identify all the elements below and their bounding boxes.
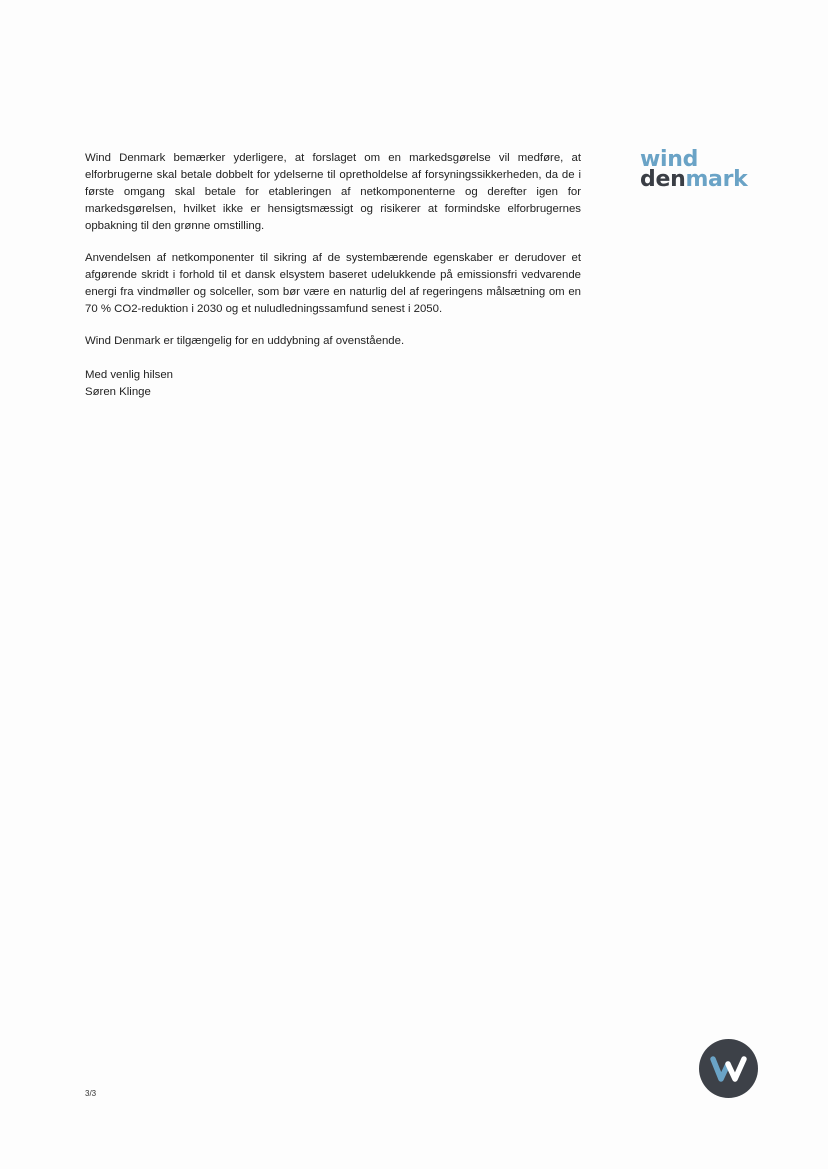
paragraph-market-effects: Wind Denmark bemærker yderligere, at forslaget om en markedsgørelse vil medføre, at elforbrugerne skal betale dobbelt for ydelserne til opretholdelse af forsyningssikkerheden, da de i første omgang skal betale for etableringen af netkomponenterne og derefter igen for markedsgørelsen, hvilket ikke er hensigtsmæssigt og risikerer at formindske elforbrugernes opbakning til den grønne omstilling. [85, 152, 581, 232]
letter-body [85, 150, 581, 401]
closing-block [85, 367, 581, 401]
logo-line-denmark [640, 167, 770, 192]
logo-word-den: den [640, 167, 686, 192]
logo-word-mark: mark [685, 167, 748, 192]
wind-denmark-badge [699, 1039, 758, 1098]
paragraph-availability: Wind Denmark er tilgængelig for en uddybning af ovenstående. [85, 335, 405, 347]
closing-greeting: Med venlig hilsen [85, 369, 174, 381]
wind-denmark-logo [640, 147, 770, 192]
page-number: 3/3 [85, 1089, 97, 1098]
paragraph-net-components: Anvendelsen af netkomponenter til sikring af de systembærende egenskaber er derudover et afgørende skridt i forhold til et dansk elsystem baseret udelukkende på emissionsfri vedvarende energi fra vindmøller og solceller, som bør være en naturlig del af regeringens målsætning om en 70 % CO2-reduktion i 2030 og et nuludledningssamfund senest i 2050. [85, 252, 581, 315]
w-letter-icon [699, 1039, 758, 1098]
signature-name: Søren Klinge [85, 386, 151, 398]
logo-word-wind: wind [640, 147, 699, 172]
